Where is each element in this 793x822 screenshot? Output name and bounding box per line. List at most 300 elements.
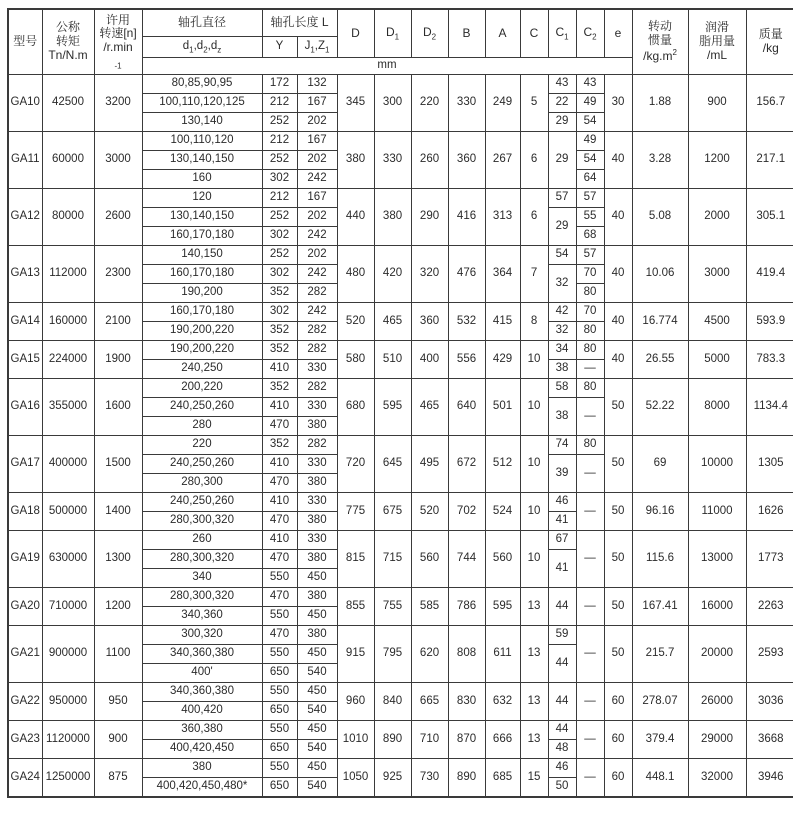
cell-bore-diameters: 360,380 xyxy=(142,721,262,740)
cell-dim-B: 672 xyxy=(448,436,485,493)
cell-dim-C: 13 xyxy=(520,588,548,626)
col-header-length-y: Y xyxy=(262,37,297,58)
table-row xyxy=(8,531,793,550)
cell-length-jz: 380 xyxy=(297,626,337,645)
cell-length-y: 550 xyxy=(262,721,297,740)
cell-c1: 46 xyxy=(548,759,576,778)
cell-dim-D1: 645 xyxy=(374,436,411,493)
table-row xyxy=(8,75,793,94)
cell-dim-C: 13 xyxy=(520,721,548,759)
table-row xyxy=(8,246,793,265)
cell-c1: 42 xyxy=(548,303,576,322)
cell-dim-C: 5 xyxy=(520,75,548,132)
col-header-grease: 润滑 脂用量 /mL xyxy=(688,9,746,75)
cell-length-y: 470 xyxy=(262,550,297,569)
cell-dim-D: 580 xyxy=(337,341,374,379)
cell-c2: 54 xyxy=(576,113,604,132)
cell-c2: — xyxy=(576,683,604,721)
cell-torque: 80000 xyxy=(42,189,94,246)
cell-dim-C: 10 xyxy=(520,436,548,493)
table-row xyxy=(8,588,793,607)
cell-mass: 1134.4 xyxy=(746,379,793,436)
cell-dim-C: 15 xyxy=(520,759,548,798)
cell-dim-D1: 675 xyxy=(374,493,411,531)
cell-dim-A: 249 xyxy=(485,75,520,132)
cell-dim-D2: 560 xyxy=(411,531,448,588)
cell-inertia: 16.774 xyxy=(632,303,688,341)
cell-model: GA10 xyxy=(8,75,42,132)
cell-length-jz: 330 xyxy=(297,531,337,550)
cell-length-jz: 282 xyxy=(297,379,337,398)
cell-dim-C: 10 xyxy=(520,531,548,588)
cell-c2: 80 xyxy=(576,322,604,341)
cell-dim-A: 267 xyxy=(485,132,520,189)
cell-dim-D2: 400 xyxy=(411,341,448,379)
cell-length-jz: 330 xyxy=(297,455,337,474)
cell-bore-diameters: 240,250,260 xyxy=(142,398,262,417)
cell-model: GA12 xyxy=(8,189,42,246)
cell-c2: — xyxy=(576,721,604,759)
cell-bore-diameters: 120 xyxy=(142,189,262,208)
table-header xyxy=(8,9,793,75)
table-row xyxy=(8,189,793,208)
cell-length-y: 302 xyxy=(262,170,297,189)
cell-dim-D1: 330 xyxy=(374,132,411,189)
cell-c2: — xyxy=(576,531,604,588)
cell-bore-diameters: 160,170,180 xyxy=(142,265,262,284)
cell-bore-diameters: 400,420,450,480* xyxy=(142,778,262,798)
cell-c1: 43 xyxy=(548,75,576,94)
cell-dim-B: 640 xyxy=(448,379,485,436)
cell-bore-diameters: 400' xyxy=(142,664,262,683)
cell-speed: 1900 xyxy=(94,341,142,379)
cell-model: GA11 xyxy=(8,132,42,189)
cell-c1: 29 xyxy=(548,132,576,189)
cell-dim-D1: 755 xyxy=(374,588,411,626)
cell-c1: 44 xyxy=(548,721,576,740)
col-header-C1: $C_1$ xyxy=(548,9,576,58)
cell-mass: 593.9 xyxy=(746,303,793,341)
cell-grease: 1200 xyxy=(688,132,746,189)
cell-c2: — xyxy=(576,588,604,626)
cell-dim-B: 702 xyxy=(448,493,485,531)
cell-speed: 3200 xyxy=(94,75,142,132)
cell-torque: 60000 xyxy=(42,132,94,189)
cell-length-jz: 202 xyxy=(297,208,337,227)
cell-length-jz: 202 xyxy=(297,151,337,170)
table-row xyxy=(8,132,793,151)
cell-grease: 10000 xyxy=(688,436,746,493)
cell-dim-A: 364 xyxy=(485,246,520,303)
cell-dim-C: 10 xyxy=(520,341,548,379)
cell-bore-diameters: 340 xyxy=(142,569,262,588)
cell-speed: 1400 xyxy=(94,493,142,531)
cell-dim-D: 960 xyxy=(337,683,374,721)
cell-c2: 70 xyxy=(576,303,604,322)
table-row xyxy=(8,626,793,645)
cell-model: GA13 xyxy=(8,246,42,303)
cell-speed: 2100 xyxy=(94,303,142,341)
cell-c2: 70 xyxy=(576,265,604,284)
cell-dim-B: 830 xyxy=(448,683,485,721)
cell-mass: 3036 xyxy=(746,683,793,721)
col-header-e: e xyxy=(604,9,632,58)
cell-speed: 3000 xyxy=(94,132,142,189)
cell-inertia: 26.55 xyxy=(632,341,688,379)
cell-model: GA21 xyxy=(8,626,42,683)
header-row-1 xyxy=(8,9,793,37)
cell-torque: 710000 xyxy=(42,588,94,626)
cell-length-y: 352 xyxy=(262,341,297,360)
cell-inertia: 215.7 xyxy=(632,626,688,683)
cell-dim-D: 720 xyxy=(337,436,374,493)
cell-dim-D: 345 xyxy=(337,75,374,132)
cell-bore-diameters: 340,360,380 xyxy=(142,645,262,664)
cell-length-y: 212 xyxy=(262,132,297,151)
cell-length-y: 550 xyxy=(262,645,297,664)
cell-e: 50 xyxy=(604,379,632,436)
cell-c1: 39 xyxy=(548,455,576,493)
col-header-speed: 许用 转速[n] /r.min $_{-1}$ xyxy=(94,9,142,75)
cell-inertia: 1.88 xyxy=(632,75,688,132)
cell-dim-D: 915 xyxy=(337,626,374,683)
cell-c2: 80 xyxy=(576,341,604,360)
cell-length-y: 550 xyxy=(262,569,297,588)
cell-length-y: 352 xyxy=(262,379,297,398)
cell-model: GA17 xyxy=(8,436,42,493)
cell-torque: 950000 xyxy=(42,683,94,721)
cell-dim-B: 890 xyxy=(448,759,485,798)
cell-length-jz: 380 xyxy=(297,474,337,493)
cell-dim-C: 10 xyxy=(520,379,548,436)
cell-length-jz: 330 xyxy=(297,493,337,512)
cell-dim-A: 313 xyxy=(485,189,520,246)
cell-speed: 1200 xyxy=(94,588,142,626)
cell-dim-D2: 220 xyxy=(411,75,448,132)
cell-c1: 44 xyxy=(548,645,576,683)
cell-dim-B: 360 xyxy=(448,132,485,189)
spec-table-body xyxy=(8,75,793,798)
cell-bore-diameters: 130,140,150 xyxy=(142,208,262,227)
cell-dim-D1: 300 xyxy=(374,75,411,132)
cell-length-y: 650 xyxy=(262,702,297,721)
cell-length-y: 650 xyxy=(262,740,297,759)
cell-c1: 74 xyxy=(548,436,576,455)
table-row xyxy=(8,303,793,322)
cell-grease: 5000 xyxy=(688,341,746,379)
cell-speed: 2300 xyxy=(94,246,142,303)
cell-length-y: 550 xyxy=(262,683,297,702)
cell-length-y: 470 xyxy=(262,474,297,493)
cell-mass: 156.7 xyxy=(746,75,793,132)
cell-length-jz: 450 xyxy=(297,683,337,702)
col-header-A: A xyxy=(485,9,520,58)
cell-bore-diameters: 380 xyxy=(142,759,262,778)
cell-bore-diameters: 160,170,180 xyxy=(142,227,262,246)
cell-dim-B: 416 xyxy=(448,189,485,246)
cell-dim-D1: 510 xyxy=(374,341,411,379)
cell-c2: 55 xyxy=(576,208,604,227)
cell-grease: 4500 xyxy=(688,303,746,341)
cell-dim-C: 10 xyxy=(520,493,548,531)
cell-grease: 32000 xyxy=(688,759,746,798)
cell-dim-D: 380 xyxy=(337,132,374,189)
cell-inertia: 3.28 xyxy=(632,132,688,189)
cell-mass: 2263 xyxy=(746,588,793,626)
cell-length-jz: 540 xyxy=(297,740,337,759)
col-header-C2: $C_2$ xyxy=(576,9,604,58)
cell-mass: 3668 xyxy=(746,721,793,759)
cell-dim-D: 815 xyxy=(337,531,374,588)
cell-mass: 305.1 xyxy=(746,189,793,246)
cell-torque: 900000 xyxy=(42,626,94,683)
cell-dim-D1: 795 xyxy=(374,626,411,683)
cell-bore-diameters: 340,360,380 xyxy=(142,683,262,702)
cell-torque: 500000 xyxy=(42,493,94,531)
cell-length-y: 410 xyxy=(262,455,297,474)
cell-bore-diameters: 280,300 xyxy=(142,474,262,493)
cell-dim-B: 476 xyxy=(448,246,485,303)
cell-c2: 68 xyxy=(576,227,604,246)
cell-grease: 26000 xyxy=(688,683,746,721)
cell-c2: 49 xyxy=(576,132,604,151)
col-header-model: 型号 xyxy=(8,9,42,75)
cell-dim-D: 775 xyxy=(337,493,374,531)
cell-dim-A: 685 xyxy=(485,759,520,798)
cell-e: 60 xyxy=(604,683,632,721)
cell-dim-A: 512 xyxy=(485,436,520,493)
cell-c1: 67 xyxy=(548,531,576,550)
cell-bore-diameters: 340,360 xyxy=(142,607,262,626)
unit-band: mm xyxy=(142,58,632,75)
cell-length-y: 302 xyxy=(262,265,297,284)
cell-dim-B: 870 xyxy=(448,721,485,759)
table-row xyxy=(8,721,793,740)
cell-length-jz: 282 xyxy=(297,341,337,360)
cell-dim-B: 786 xyxy=(448,588,485,626)
cell-length-jz: 202 xyxy=(297,113,337,132)
cell-c2: 43 xyxy=(576,75,604,94)
cell-bore-diameters: 100,110,120 xyxy=(142,132,262,151)
cell-c2: — xyxy=(576,493,604,531)
cell-c2: — xyxy=(576,759,604,798)
cell-c2: 80 xyxy=(576,284,604,303)
cell-e: 60 xyxy=(604,759,632,798)
cell-length-jz: 330 xyxy=(297,398,337,417)
cell-torque: 160000 xyxy=(42,303,94,341)
cell-dim-B: 532 xyxy=(448,303,485,341)
cell-model: GA16 xyxy=(8,379,42,436)
cell-bore-diameters: 100,110,120,125 xyxy=(142,94,262,113)
cell-dim-B: 744 xyxy=(448,531,485,588)
cell-torque: 630000 xyxy=(42,531,94,588)
cell-speed: 1600 xyxy=(94,379,142,436)
cell-model: GA14 xyxy=(8,303,42,341)
col-header-B: B xyxy=(448,9,485,58)
cell-bore-diameters: 80,85,90,95 xyxy=(142,75,262,94)
cell-bore-diameters: 280,300,320 xyxy=(142,588,262,607)
cell-dim-D2: 465 xyxy=(411,379,448,436)
cell-mass: 217.1 xyxy=(746,132,793,189)
table-row xyxy=(8,436,793,455)
cell-model: GA22 xyxy=(8,683,42,721)
cell-e: 40 xyxy=(604,303,632,341)
cell-dim-D1: 715 xyxy=(374,531,411,588)
cell-bore-diameters: 160 xyxy=(142,170,262,189)
col-header-mass: 质量 /kg xyxy=(746,9,793,75)
cell-dim-D: 480 xyxy=(337,246,374,303)
cell-e: 30 xyxy=(604,75,632,132)
col-header-D: D xyxy=(337,9,374,58)
cell-grease: 13000 xyxy=(688,531,746,588)
cell-length-jz: 330 xyxy=(297,360,337,379)
cell-length-y: 352 xyxy=(262,284,297,303)
cell-c2: — xyxy=(576,455,604,493)
cell-bore-diameters: 160,170,180 xyxy=(142,303,262,322)
cell-length-y: 410 xyxy=(262,398,297,417)
cell-dim-D2: 710 xyxy=(411,721,448,759)
cell-grease: 3000 xyxy=(688,246,746,303)
col-header-length-jz: $J_1,Z_1$ xyxy=(297,37,337,58)
cell-dim-C: 13 xyxy=(520,683,548,721)
cell-dim-A: 560 xyxy=(485,531,520,588)
cell-mass: 419.4 xyxy=(746,246,793,303)
cell-length-jz: 540 xyxy=(297,702,337,721)
cell-e: 40 xyxy=(604,246,632,303)
cell-c1: 57 xyxy=(548,189,576,208)
cell-c2: 57 xyxy=(576,246,604,265)
cell-grease: 900 xyxy=(688,75,746,132)
cell-dim-D2: 360 xyxy=(411,303,448,341)
cell-c1: 22 xyxy=(548,94,576,113)
col-header-D2: $D_2$ xyxy=(411,9,448,58)
cell-dim-B: 808 xyxy=(448,626,485,683)
cell-e: 50 xyxy=(604,436,632,493)
cell-inertia: 379.4 xyxy=(632,721,688,759)
cell-mass: 783.3 xyxy=(746,341,793,379)
cell-mass: 1626 xyxy=(746,493,793,531)
cell-c1: 38 xyxy=(548,360,576,379)
cell-dim-D: 680 xyxy=(337,379,374,436)
cell-bore-diameters: 140,150 xyxy=(142,246,262,265)
cell-c1: 46 xyxy=(548,493,576,512)
cell-mass: 2593 xyxy=(746,626,793,683)
cell-length-jz: 380 xyxy=(297,512,337,531)
cell-c1: 58 xyxy=(548,379,576,398)
cell-c1: 32 xyxy=(548,322,576,341)
cell-model: GA15 xyxy=(8,341,42,379)
cell-length-jz: 167 xyxy=(297,132,337,151)
cell-grease: 16000 xyxy=(688,588,746,626)
cell-c1: 32 xyxy=(548,265,576,303)
cell-c2: — xyxy=(576,626,604,683)
cell-bore-diameters: 240,250,260 xyxy=(142,455,262,474)
cell-e: 50 xyxy=(604,588,632,626)
cell-length-y: 302 xyxy=(262,227,297,246)
cell-length-y: 252 xyxy=(262,151,297,170)
cell-bore-diameters: 240,250,260 xyxy=(142,493,262,512)
cell-dim-D2: 260 xyxy=(411,132,448,189)
cell-model: GA18 xyxy=(8,493,42,531)
cell-dim-A: 501 xyxy=(485,379,520,436)
cell-length-y: 252 xyxy=(262,208,297,227)
cell-length-jz: 282 xyxy=(297,322,337,341)
cell-dim-D: 440 xyxy=(337,189,374,246)
cell-bore-diameters: 190,200,220 xyxy=(142,322,262,341)
cell-speed: 900 xyxy=(94,721,142,759)
cell-c1: 38 xyxy=(548,398,576,436)
cell-length-y: 410 xyxy=(262,493,297,512)
cell-length-y: 650 xyxy=(262,664,297,683)
cell-e: 60 xyxy=(604,721,632,759)
cell-length-y: 550 xyxy=(262,759,297,778)
cell-inertia: 278.07 xyxy=(632,683,688,721)
cell-bore-diameters: 400,420,450 xyxy=(142,740,262,759)
cell-c1: 41 xyxy=(548,550,576,588)
cell-dim-A: 429 xyxy=(485,341,520,379)
cell-model: GA20 xyxy=(8,588,42,626)
cell-dim-D2: 520 xyxy=(411,493,448,531)
cell-length-y: 410 xyxy=(262,360,297,379)
cell-inertia: 448.1 xyxy=(632,759,688,798)
cell-dim-D1: 380 xyxy=(374,189,411,246)
cell-e: 50 xyxy=(604,626,632,683)
cell-dim-B: 330 xyxy=(448,75,485,132)
cell-length-y: 352 xyxy=(262,322,297,341)
cell-length-y: 470 xyxy=(262,512,297,531)
cell-length-y: 212 xyxy=(262,189,297,208)
cell-dim-D1: 465 xyxy=(374,303,411,341)
cell-dim-D1: 595 xyxy=(374,379,411,436)
cell-length-jz: 540 xyxy=(297,778,337,798)
cell-speed: 1300 xyxy=(94,531,142,588)
cell-inertia: 10.06 xyxy=(632,246,688,303)
cell-length-jz: 167 xyxy=(297,94,337,113)
cell-length-jz: 450 xyxy=(297,721,337,740)
cell-inertia: 5.08 xyxy=(632,189,688,246)
table-row xyxy=(8,493,793,512)
cell-c2: — xyxy=(576,360,604,379)
cell-speed: 1500 xyxy=(94,436,142,493)
cell-length-y: 650 xyxy=(262,778,297,798)
cell-length-y: 470 xyxy=(262,588,297,607)
cell-c1: 48 xyxy=(548,740,576,759)
cell-e: 40 xyxy=(604,132,632,189)
cell-mass: 3946 xyxy=(746,759,793,798)
cell-dim-D1: 420 xyxy=(374,246,411,303)
table-row xyxy=(8,341,793,360)
cell-dim-D1: 925 xyxy=(374,759,411,798)
cell-dim-A: 415 xyxy=(485,303,520,341)
cell-bore-diameters: 130,140 xyxy=(142,113,262,132)
cell-dim-C: 6 xyxy=(520,189,548,246)
cell-dim-D: 1050 xyxy=(337,759,374,798)
cell-e: 50 xyxy=(604,531,632,588)
cell-inertia: 96.16 xyxy=(632,493,688,531)
cell-dim-D2: 290 xyxy=(411,189,448,246)
cell-dim-A: 666 xyxy=(485,721,520,759)
cell-model: GA19 xyxy=(8,531,42,588)
cell-length-y: 470 xyxy=(262,417,297,436)
cell-c1: 29 xyxy=(548,208,576,246)
cell-bore-diameters: 190,200,220 xyxy=(142,341,262,360)
cell-e: 40 xyxy=(604,189,632,246)
cell-grease: 29000 xyxy=(688,721,746,759)
cell-dim-A: 524 xyxy=(485,493,520,531)
cell-c2: 49 xyxy=(576,94,604,113)
cell-dim-D1: 890 xyxy=(374,721,411,759)
cell-dim-D: 520 xyxy=(337,303,374,341)
